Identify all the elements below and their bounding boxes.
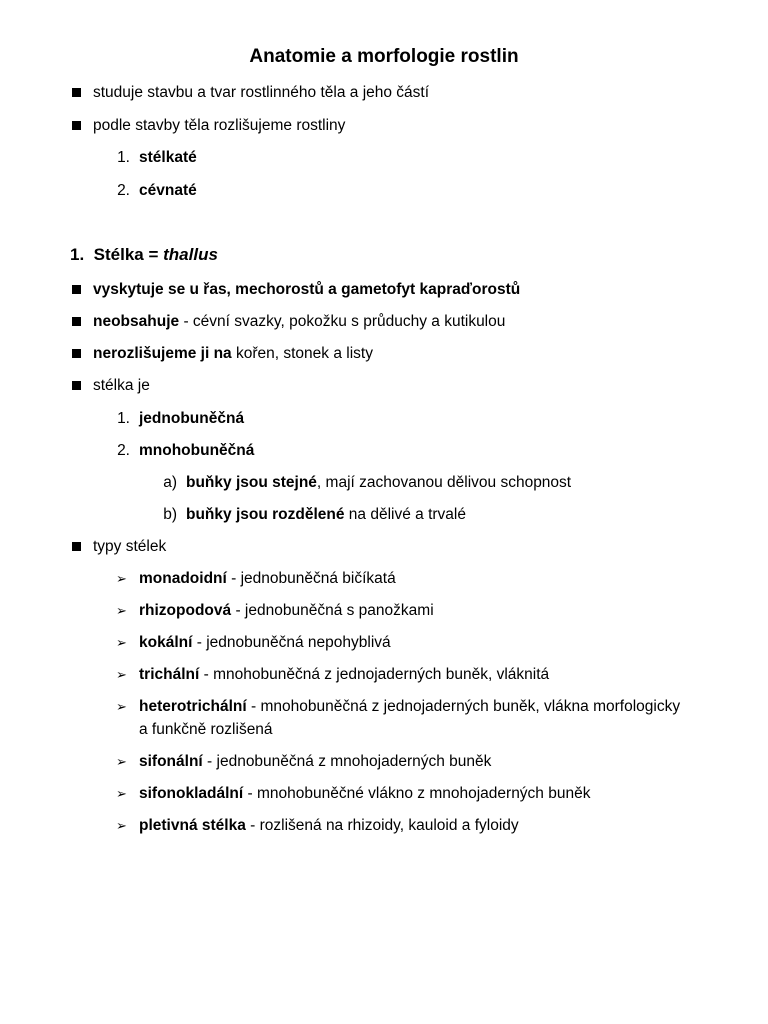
plant-type-2: cévnaté xyxy=(139,182,197,199)
arrow-bullet-icon: ➢ xyxy=(116,635,127,650)
bullet-square-icon xyxy=(72,349,81,358)
list-number: 2. xyxy=(117,442,130,459)
bullet-nerozlisujeme: nerozlišujeme ji na kořen, stonek a listy xyxy=(93,345,373,362)
typ-heterotrichalni-cont: a funkčně rozlišená xyxy=(139,721,273,738)
list-letter: a) xyxy=(163,474,177,491)
stelka-type-2: mnohobuněčná xyxy=(139,442,255,459)
bullet-square-icon xyxy=(72,121,81,130)
typ-sifonokladalni: sifonokladální - mnohobuněčné vlákno z mnohojaderných buněk xyxy=(139,785,591,802)
page-title: Anatomie a morfologie rostlin xyxy=(249,46,519,67)
arrow-bullet-icon: ➢ xyxy=(116,667,127,682)
typ-rhizopodova: rhizopodová - jednobuněčná s panožkami xyxy=(139,602,434,619)
list-number: 2. xyxy=(117,182,130,199)
typ-trichalni: trichální - mnohobuněčná z jednojaderných buněk, vláknitá xyxy=(139,666,550,683)
arrow-bullet-icon: ➢ xyxy=(116,603,127,618)
arrow-bullet-icon: ➢ xyxy=(116,754,127,769)
stelka-type-1: jednobuněčná xyxy=(139,410,245,427)
typ-monadoidni: monadoidní - jednobuněčná bičíkatá xyxy=(139,570,396,587)
arrow-bullet-icon: ➢ xyxy=(116,571,127,586)
bullet-typy-stelek: typy stélek xyxy=(93,538,167,555)
list-number: 1. xyxy=(117,149,130,166)
mnohobunecna-item-b: buňky jsou rozdělené na dělivé a trvalé xyxy=(186,506,466,523)
section-heading: 1. Stélka = thallus xyxy=(70,245,218,264)
plant-type-1: stélkaté xyxy=(139,149,197,166)
bullet-square-icon xyxy=(72,317,81,326)
intro-bullet-2: podle stavby těla rozlišujeme rostliny xyxy=(93,117,346,134)
bullet-square-icon xyxy=(72,285,81,294)
arrow-bullet-icon: ➢ xyxy=(116,818,127,833)
arrow-bullet-icon: ➢ xyxy=(116,699,127,714)
typ-kokalni: kokální - jednobuněčná nepohyblivá xyxy=(139,634,391,651)
bullet-neobsahuje: neobsahuje - cévní svazky, pokožku s průduchy a kutikulou xyxy=(93,313,506,330)
bullet-occurrence: vyskytuje se u řas, mechorostů a gametofyt kapraďorostů xyxy=(93,281,521,298)
arrow-bullet-icon: ➢ xyxy=(116,786,127,801)
list-number: 1. xyxy=(117,410,130,427)
mnohobunecna-item-a: buňky jsou stejné, mají zachovanou dělivou schopnost xyxy=(186,474,572,491)
bullet-square-icon xyxy=(72,381,81,390)
intro-bullet-1: studuje stavbu a tvar rostlinného těla a jeho částí xyxy=(93,84,430,101)
list-letter: b) xyxy=(163,506,177,523)
bullet-square-icon xyxy=(72,542,81,551)
typ-sifonalni: sifonální - jednobuněčná z mnohojaderných buněk xyxy=(139,753,492,770)
typ-pletivna-stelka: pletivná stélka - rozlišená na rhizoidy, kauloid a fyloidy xyxy=(139,817,519,834)
typ-heterotrichalni: heterotrichální - mnohobuněčná z jednojaderných buněk, vlákna morfologicky xyxy=(139,698,681,715)
bullet-square-icon xyxy=(72,88,81,97)
bullet-stelka-je: stélka je xyxy=(93,377,150,394)
